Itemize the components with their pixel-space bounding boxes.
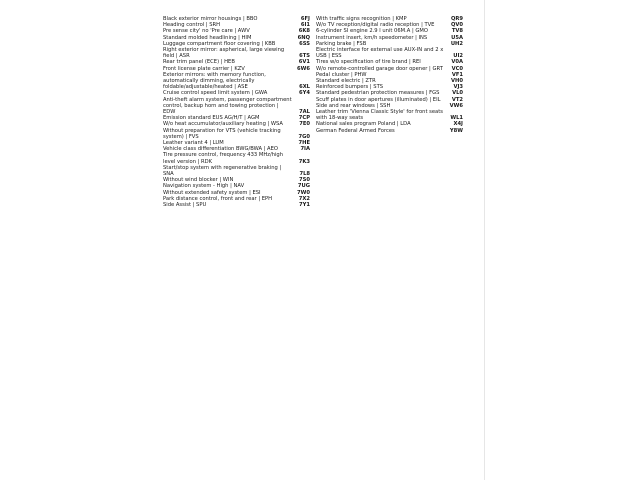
option-code: 6Y4 (299, 90, 310, 97)
option-description: Without preparation for VTS (vehicle tracking system) | FVS (163, 127, 281, 140)
option-code: 7CP (298, 115, 310, 122)
option-code: 6FJ (300, 16, 310, 22)
option-code: 6TS (299, 53, 310, 60)
option-description: Parking brake | FSB (316, 40, 367, 47)
option-code: 6XL (299, 84, 310, 91)
option-row (163, 97, 310, 116)
option-description: Tires w/o specification of tire brand | REI (316, 59, 421, 66)
option-code: QV0 (450, 22, 463, 29)
option-description: Pre sense city' no 'Pre care | AWV (163, 28, 250, 35)
option-code: 7S0 (299, 177, 310, 184)
option-code: 6I1 (300, 22, 310, 29)
option-code: 7K3 (298, 158, 310, 165)
option-code: 7W0 (297, 189, 310, 196)
option-code: 7Y1 (299, 202, 310, 209)
option-description: W/o heat accumulator/auxiliary heating | WSA (163, 121, 283, 128)
option-row (163, 152, 310, 164)
option-row (316, 128, 463, 134)
option-description: Luggage compartment floor covering | KBB (163, 40, 276, 47)
option-description: Pedal cluster | PHW (316, 71, 367, 78)
option-description: Navigation system - High | NAV (163, 183, 245, 190)
option-description: Standard electric | ZTR (316, 78, 376, 85)
option-description: Heading control | SRH (163, 22, 221, 29)
option-description: German Federal Armed Forces (316, 127, 395, 134)
option-code: VL0 (452, 90, 463, 97)
option-description: Scuff plates in door apertures (illuminated) | EIL (316, 96, 441, 103)
option-description: Rear trim panel (ECE) | HEB (163, 59, 235, 66)
option-description: Side Assist | SPU (163, 202, 207, 209)
option-code: QR9 (450, 16, 463, 22)
option-description: Cruise control speed limit system | GWA (163, 90, 268, 97)
option-description: W/o remote-controlled garage door opener | GRT (316, 65, 443, 72)
page-edge (484, 0, 485, 480)
option-code: 7AL (299, 109, 310, 116)
option-code: V0A (451, 59, 463, 66)
option-code: VF1 (451, 71, 463, 78)
option-code: 7E0 (299, 121, 310, 128)
option-description: Without wind blocker | WIN (163, 177, 234, 184)
option-description: Black exterior mirror housings | BBO (163, 16, 258, 22)
option-row (163, 47, 310, 59)
option-code: 7HE (298, 140, 310, 147)
option-row (163, 202, 310, 208)
option-code: 6NQ (297, 34, 310, 41)
option-row (163, 128, 310, 140)
option-code: 6K8 (298, 28, 310, 35)
option-row (163, 165, 310, 177)
option-description: Instrument insert, km/h speedometer | INS (316, 34, 428, 41)
option-code: 6V1 (298, 59, 310, 66)
option-row (163, 72, 310, 91)
option-description: Start/stop system with regenerative braking | SNA (163, 164, 282, 178)
option-code: VT2 (451, 96, 463, 103)
option-description: Exterior mirrors: with memory function, automatically dimming, electrically foldable/adjustable/heated | ASE (163, 71, 266, 91)
option-code: VJ3 (453, 84, 463, 91)
option-code: VW6 (449, 102, 463, 109)
option-code: VC0 (451, 65, 463, 72)
option-code: TV8 (451, 28, 463, 35)
left-column (163, 16, 310, 208)
option-description: Front license plate carrier | KZV (163, 65, 245, 72)
option-code: 7X2 (298, 195, 310, 202)
option-description: Tire pressure control, frequency 433 MHz/high level version | RDK (163, 152, 284, 165)
option-description: Side and rear windows | SSH (316, 102, 391, 109)
option-code: 7UG (297, 183, 310, 190)
option-code: X4J (453, 121, 463, 128)
right-column (316, 16, 463, 134)
option-code: WL1 (450, 115, 463, 122)
option-code: 6W6 (297, 65, 310, 72)
option-description: National sales program Poland | LDA (316, 121, 411, 128)
option-code: 7L8 (299, 171, 310, 178)
option-description: Emission standard EUS AG/H/T | AGM (163, 115, 260, 122)
option-description: Anti-theft alarm system, passenger compartment control, backup horn and towing protection | EDW (163, 96, 292, 116)
option-description: Electric interface for external use AUX-IN and 2 x USB | ESS (316, 47, 444, 60)
option-row (316, 47, 463, 59)
option-description: W/o TV reception/digital radio reception | TVE (316, 22, 435, 29)
option-code: Y8W (449, 127, 463, 134)
option-description: Leather variant 4 | LUM (163, 140, 224, 147)
option-description: Standard pedestrian protection measures | FGS (316, 90, 440, 97)
option-code: VH0 (451, 78, 463, 85)
option-description: Without extended safety system | ESI (163, 189, 261, 196)
option-description: Standard molded headlining | HIM (163, 34, 252, 41)
option-description: With traffic signs recognition | KMP (316, 16, 407, 22)
option-code: UH2 (450, 40, 463, 47)
option-description: Right exterior mirror: aspherical, large viewing field | ASR (163, 47, 285, 60)
option-description: Reinforced bumpers | STS (316, 84, 384, 91)
option-code: 6SS (299, 40, 310, 47)
option-code: 7G0 (298, 133, 310, 140)
option-description: Park distance control, front and rear | EPH (163, 195, 273, 202)
option-code: UI2 (453, 53, 463, 60)
option-row (316, 109, 463, 121)
option-description: Leather trim 'Vienna Classic Style' for front seats with 18-way seats (316, 109, 443, 122)
option-code: 7IA (300, 146, 310, 153)
option-code: U5A (451, 34, 463, 41)
option-description: Vehicle class differentiation BWG/BWA | AEO (163, 146, 278, 153)
option-description: 6-cylinder SI engine 2.9 l unit 06M.A | GMO (316, 28, 428, 35)
